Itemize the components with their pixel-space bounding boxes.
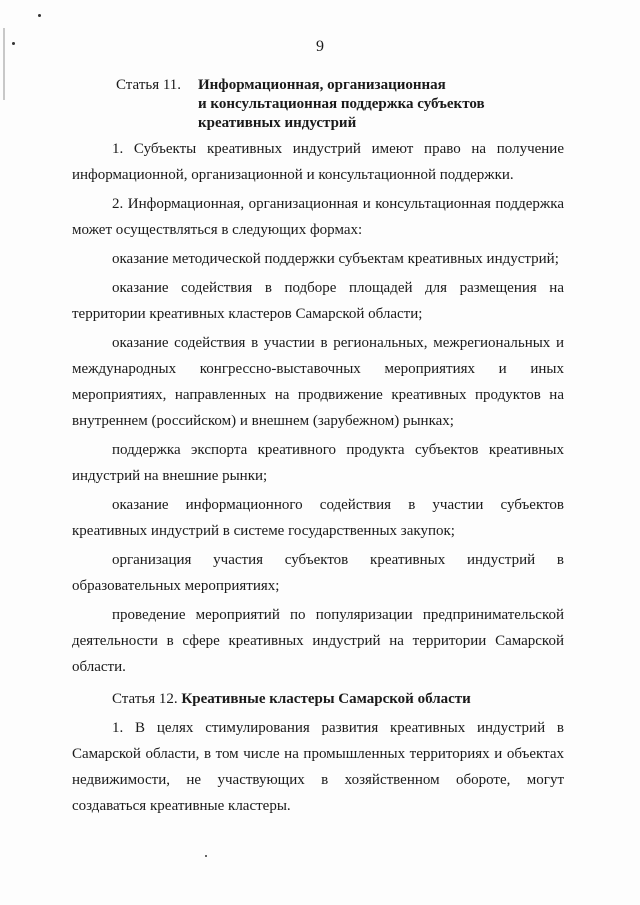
document-body — [72, 72, 564, 822]
article-11-paragraph: 1. Субъекты креативных индустрий имеют право на получение информационной, организационной и консультационной поддержки. — [72, 141, 564, 183]
article-11-list-item: оказание содействия в подборе площадей для размещения на территории креативных кластеров Самарской области; — [72, 280, 564, 322]
article-11-title-line: креативных индустрий — [198, 115, 357, 131]
article-11-list-item: оказание содействия в участии в региональных, межрегиональных и международных конгрессно-выставочных мероприятиях и иных мероприятиях, направленных на продвижение креативных продуктов на внутреннем (российском) и внешнем (зарубежном) рынках; — [72, 335, 564, 429]
article-12-title: Креативные кластеры Самарской области — [181, 691, 471, 707]
article-11-list-item: проведение мероприятий по популяризации предпринимательской деятельности в сфере креативных индустрий на территории Самарской области. — [72, 607, 564, 675]
scan-speck — [205, 855, 207, 857]
article-11-list-item: поддержка экспорта креативного продукта субъектов креативных индустрий на внешние рынки; — [72, 442, 564, 484]
article-12-heading — [72, 686, 564, 712]
article-12-label: Статья 12. — [112, 691, 178, 707]
article-11-list-item: организация участия субъектов креативных индустрий в образовательных мероприятиях; — [72, 552, 564, 594]
article-11-heading — [72, 72, 564, 133]
scan-speck — [38, 14, 41, 17]
article-11-label: Статья 11. — [116, 77, 182, 93]
article-11-title-line: Информационная, организационная — [198, 77, 446, 93]
page-number: 9 — [316, 38, 324, 55]
article-11-list-item: оказание методической поддержки субъектам креативных индустрий; — [112, 251, 559, 267]
article-11-title-line: и консультационная поддержка субъектов — [198, 96, 485, 112]
article-12-paragraph: 1. В целях стимулирования развития креативных индустрий в Самарской области, в том числе на промышленных территориях и объектах недвижимости, не участвующих в хозяйственном обороте, могут создаваться креативные кластеры. — [72, 720, 564, 814]
article-11-title — [198, 72, 485, 133]
article-11-paragraph: 2. Информационная, организационная и консультационная поддержка может осуществляться в следующих формах: — [72, 196, 564, 238]
article-11-list-item: оказание информационного содействия в участии субъектов креативных индустрий в системе государственных закупок; — [72, 497, 564, 539]
